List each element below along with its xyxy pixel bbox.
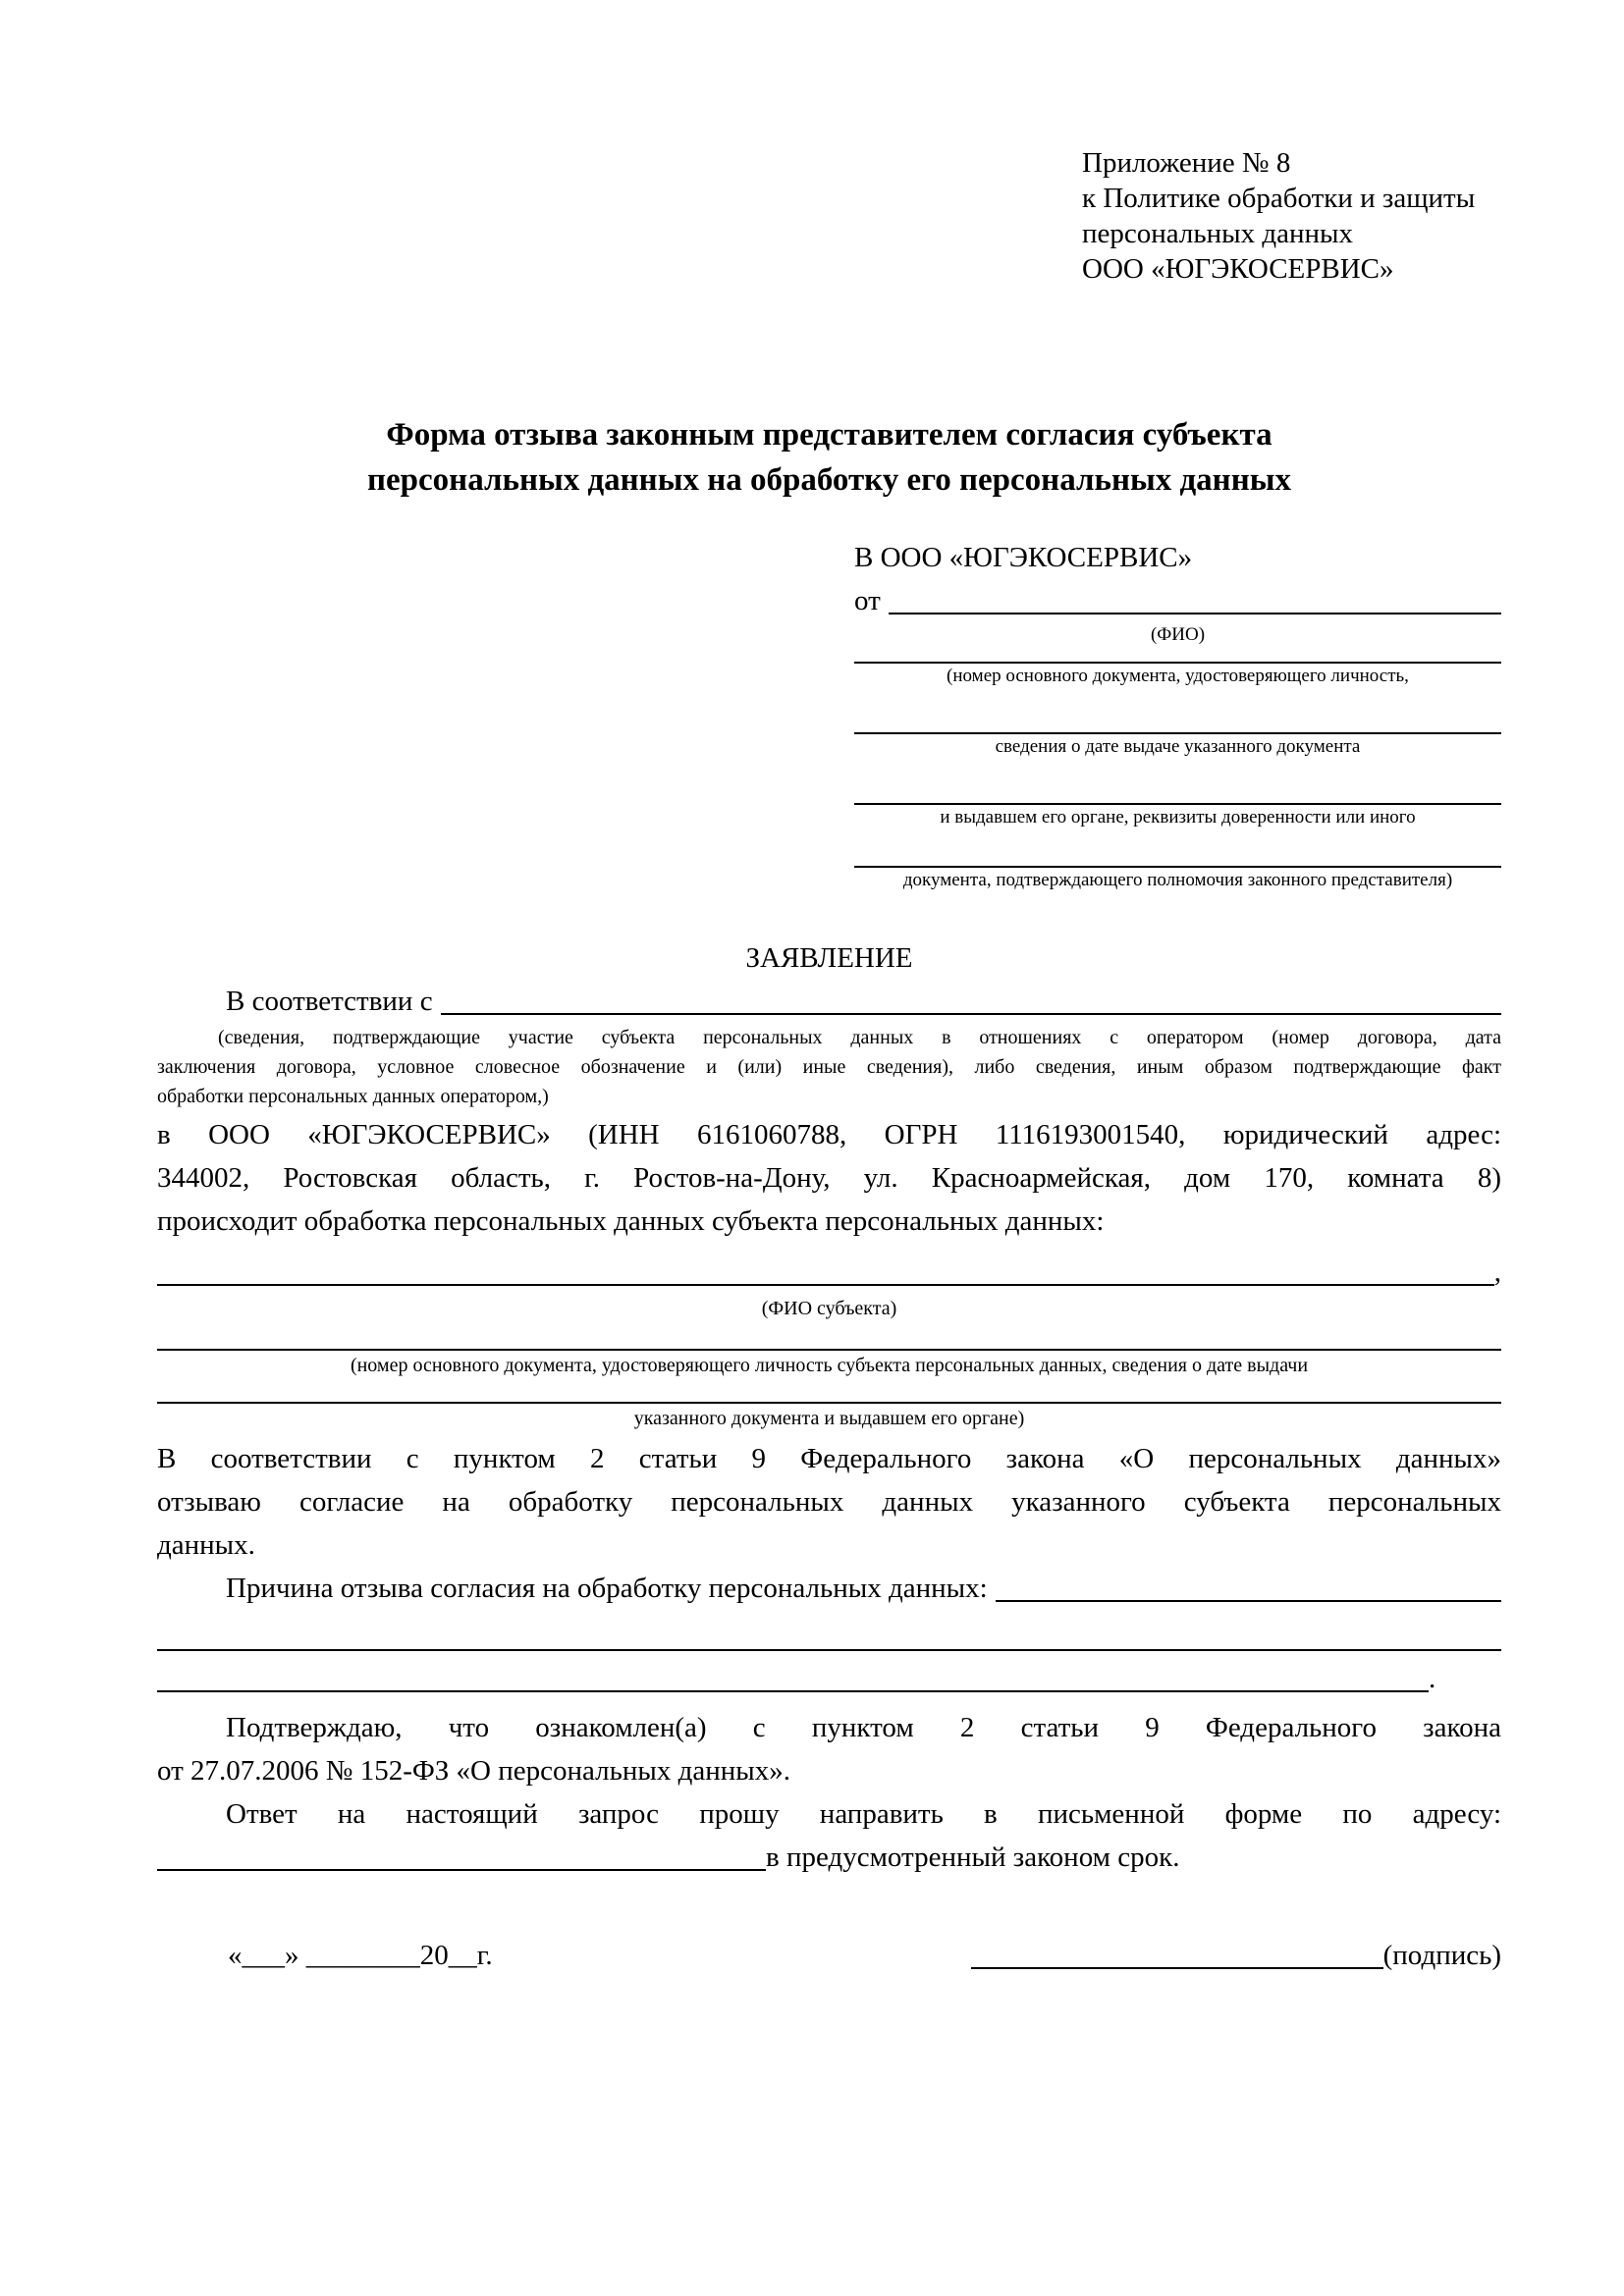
period-text: . [1429, 1663, 1436, 1694]
header-note-line-3: персональных данных [1082, 218, 1354, 249]
document-title [157, 412, 1501, 503]
reply-line: Ответ на настоящий запрос прошу направить в письменной форме по адресу: [226, 1798, 1501, 1830]
from-label: от [854, 585, 881, 616]
fio-caption: (ФИО) [1150, 624, 1206, 645]
operator-line-3: происходит обработка персональных данных субъекта персональных данных: [157, 1205, 1105, 1237]
intro-caption-line-2: заключения договора, условное словесное обозначение и (или) иные сведения), либо сведения, иным образом подтверждающие факт [157, 1056, 1501, 1078]
rep-doc-caption-4: документа, подтверждающего полномочия законного представителя) [902, 870, 1453, 890]
subject-fio-row [157, 1251, 1501, 1294]
withdraw-line-1: В соответствии с пунктом 2 статьи 9 Федерального закона «О персональных данных» [157, 1443, 1501, 1474]
reason-label: Причина отзыва согласия на обработку персональных данных: [226, 1573, 988, 1604]
reason-blank-line-2 [157, 1690, 1429, 1692]
date-blank: «___» ________20__г. [228, 1940, 493, 1971]
header-note-line-4: ООО «ЮГЭКОСЕРВИС» [1082, 253, 1394, 285]
reply-address-row [157, 1836, 1501, 1879]
header-note-line-2: к Политике обработки и защиты [1082, 183, 1476, 214]
operator-line-2: 344002, Ростовская область, г. Ростов-на-Дону, ул. Красноармейская, дом 170, комната 8) [157, 1162, 1501, 1194]
addressee-to: В ООО «ЮГЭКОСЕРВИС» [854, 542, 1193, 573]
footer-row [157, 1934, 1501, 1977]
addressee-block [854, 536, 1501, 893]
subject-doc-row-1 [157, 1349, 1501, 1380]
subject-doc-caption-1: (номер основного документа, удостоверяющего личность субъекта персональных данных, сведения о дате выдачи [350, 1355, 1309, 1376]
rep-doc-row-4 [854, 866, 1501, 893]
subject-fio-caption: (ФИО субъекта) [761, 1298, 897, 1319]
signature-blank-field [971, 1967, 1383, 1969]
intro-caption-line-1: (сведения, подтверждающие участие субъекта персональных данных в отношениях с оператором (номер договора, дата [218, 1027, 1501, 1048]
rep-doc-row-2 [854, 732, 1501, 760]
signature-group [971, 1934, 1501, 1977]
addressee-from-row [854, 579, 1501, 622]
rep-doc-caption-2: сведения о дате выдаче указанного документа [995, 736, 1361, 757]
rep-doc-row-1 [854, 662, 1501, 689]
reason-row [157, 1567, 1501, 1610]
address-blank-field [157, 1869, 766, 1871]
subject-doc-caption-2: указанного документа и выдавшем его органе) [633, 1408, 1025, 1429]
operator-line-1: в ООО «ЮГЭКОСЕРВИС» (ИНН 6161060788, ОГРН 1116193001540, юридический адрес: [157, 1119, 1501, 1150]
reason-blank-line-2-row [157, 1657, 1501, 1700]
intro-caption-line-3: обработки персональных данных оператором,) [157, 1086, 549, 1107]
confirm-line-2: от 27.07.2006 № 152-ФЗ «О персональных данных». [157, 1755, 791, 1787]
withdraw-line-2: отзываю согласие на обработку персональных данных указанного субъекта персональных [157, 1486, 1501, 1518]
representative-fio-blank-field [889, 613, 1501, 614]
reason-blank-field [996, 1600, 1501, 1602]
subject-fio-blank-field [157, 1284, 1494, 1286]
header-note-line-1: Приложение № 8 [1082, 147, 1291, 179]
withdraw-line-3: данных. [157, 1529, 255, 1561]
title-line-2: персональных данных на обработку его персональных данных [367, 462, 1291, 498]
signature-caption: (подпись) [1382, 1940, 1501, 1971]
intro-label: В соответствии с [226, 986, 433, 1017]
rep-doc-row-3 [854, 803, 1501, 830]
intro-row [157, 980, 1501, 1023]
subject-comma: , [1493, 1256, 1501, 1288]
rep-doc-caption-1: (номер основного документа, удостоверяющего личность, [947, 666, 1409, 686]
subject-doc-row-2 [157, 1402, 1501, 1433]
statement-heading: ЗАЯВЛЕНИЕ [745, 942, 913, 974]
title-line-1: Форма отзыва законным представителем согласия субъекта [386, 417, 1272, 453]
reply-tail: в предусмотренный законом срок. [766, 1842, 1180, 1873]
rep-doc-caption-3: и выдавшем его органе, реквизиты доверенности или иного [940, 807, 1416, 828]
reason-blank-line-1 [157, 1649, 1501, 1651]
confirm-line-1: Подтверждаю, что ознакомлен(а) с пунктом 2 статьи 9 Федерального закона [226, 1712, 1501, 1743]
basis-blank-field [441, 1013, 1501, 1015]
header-note [1082, 145, 1501, 287]
